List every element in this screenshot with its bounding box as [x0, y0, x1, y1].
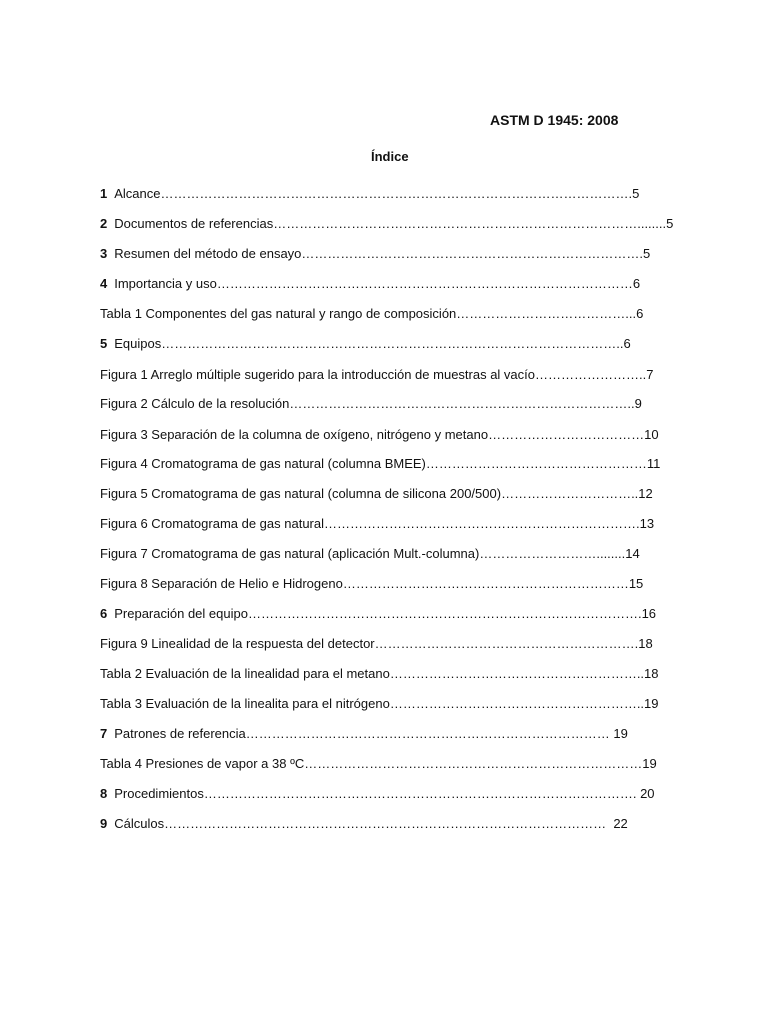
- toc-entry-title: Tabla 2 Evaluación de la linealidad para el metano: [100, 666, 390, 681]
- toc-entry: [100, 485, 653, 503]
- toc-entry-leader: …………………………………………………………………………: [245, 726, 614, 741]
- toc-entry-page: 6: [623, 336, 631, 351]
- toc-entry-page: 18: [644, 666, 659, 681]
- toc-entry: [100, 455, 660, 473]
- toc-entry-number: 9: [100, 816, 108, 831]
- toc-entry-leader: ……………………………………………: [425, 456, 647, 471]
- toc-entry-page: 20: [640, 786, 655, 801]
- toc-entry-title: Importancia y uso: [114, 276, 217, 291]
- toc-entry-leader: ……………………………………………………………………………….: [247, 606, 642, 621]
- toc-entry-page: 19: [642, 756, 657, 771]
- toc-entry: [100, 665, 659, 683]
- toc-entry: [100, 725, 628, 743]
- toc-entry-number: 7: [100, 726, 108, 741]
- toc-entry-title: Figura 4 Cromatograma de gas natural (columna BMEE): [100, 456, 426, 471]
- toc-entry-page: 5: [666, 216, 674, 231]
- toc-entry-title: Equipos: [114, 336, 162, 351]
- toc-entry-title: Figura 9 Linealidad de la respuesta del detector: [100, 636, 375, 651]
- toc-entry-leader: ………………………………: [488, 427, 645, 442]
- toc-entry: [100, 815, 628, 833]
- toc-entry-page: 19: [644, 696, 659, 711]
- toc-entry: [100, 215, 673, 233]
- toc-entry-page: 6: [632, 276, 641, 291]
- toc-entry-page: 11: [646, 456, 661, 471]
- toc-entry-title: Tabla 3 Evaluación de la linealita para el nitrógeno: [100, 696, 390, 711]
- toc-entry-page: 13: [639, 516, 655, 531]
- toc-entry: [100, 635, 653, 653]
- toc-entry-page: 12: [638, 486, 653, 501]
- toc-entry: [100, 785, 655, 803]
- toc-entry-title: Cálculos: [114, 816, 165, 831]
- toc-entry-page: 5: [643, 246, 651, 261]
- toc-entry: [100, 515, 654, 533]
- index-title: Índice: [371, 149, 409, 164]
- toc-entry-page: 10: [644, 427, 659, 442]
- document-code: ASTM D 1945: 2008: [490, 112, 619, 128]
- toc-entry: [100, 755, 657, 773]
- toc-entry-title: Figura 8 Separación de Helio e Hidrogeno: [100, 576, 343, 591]
- toc-entry-title: Figura 5 Cromatograma de gas natural (columna de silicona 200/500): [100, 486, 502, 501]
- toc-entry-leader: …………………………………………………..: [389, 696, 645, 711]
- toc-entry: [100, 275, 640, 293]
- toc-entry: [100, 695, 659, 713]
- toc-entry-title: Resumen del método de ensayo: [114, 246, 302, 261]
- toc-entry-leader: …………………………………………………..: [389, 666, 645, 681]
- toc-entry-leader: ……………………………………………………………….: [324, 516, 640, 531]
- toc-entry-page: 7: [646, 367, 654, 382]
- toc-entry-title: Procedimientos: [114, 786, 204, 801]
- toc-entry-page: 22: [613, 816, 628, 831]
- toc-entry-page: 6: [636, 306, 644, 321]
- toc-entry-title: Tabla 4 Presiones de vapor a 38 ºC: [100, 756, 305, 771]
- toc-entry-leader: ……………………………………………………………………………………: [216, 276, 633, 291]
- toc-entry-leader: …………………………………………………………………….: [301, 246, 644, 261]
- toc-entry-page: 16: [641, 606, 657, 621]
- toc-entry-title: Figura 7 Cromatograma de gas natural (aplicación Mult.-columna): [100, 546, 480, 561]
- toc-entry-title: Figura 1 Arreglo múltiple sugerido para la introducción de muestras al vacío: [100, 367, 536, 382]
- toc-entry: [100, 335, 631, 353]
- toc-entry-leader: ………………………........: [479, 546, 626, 561]
- toc-entry: [100, 395, 642, 413]
- toc-entry-leader: ……………………………………………………………………………………….: [203, 786, 641, 801]
- toc-entry-leader: ……………………………………………………………………: [304, 756, 643, 771]
- toc-entry: [100, 545, 640, 563]
- toc-entry-leader: ……………………..: [535, 367, 647, 382]
- toc-entry: [100, 366, 653, 384]
- toc-entry-leader: …………………………………………………………………………………………: [164, 816, 614, 831]
- toc-entry-page: 5: [632, 186, 640, 201]
- toc-entry-number: 6: [100, 606, 108, 621]
- toc-entry-page: 18: [638, 636, 653, 651]
- toc-entry-number: 4: [100, 276, 108, 291]
- toc-entry-title: Figura 2 Cálculo de la resolución: [100, 396, 290, 411]
- toc-entry-page: 9: [634, 396, 642, 411]
- toc-entry-leader: ……………………………………………………………………..: [289, 396, 635, 411]
- toc-entry-title: Preparación del equipo: [114, 606, 248, 621]
- toc-entry-page: 14: [625, 546, 640, 561]
- toc-entry-page: 19: [613, 726, 628, 741]
- toc-entry-title: Figura 3 Separación de la columna de oxígeno, nitrógeno y metano: [100, 427, 489, 442]
- toc-entry-leader: …………………………………………………………: [342, 576, 629, 591]
- toc-entry-leader: …………………………………………………….: [374, 636, 639, 651]
- toc-entry: [100, 305, 643, 323]
- toc-entry: [100, 575, 643, 593]
- toc-entry: [100, 426, 659, 444]
- toc-entry: [100, 185, 639, 203]
- toc-entry-leader: …………………………..: [501, 486, 639, 501]
- toc-entry-number: 8: [100, 786, 108, 801]
- toc-entry-title: Documentos de referencias: [114, 216, 274, 231]
- toc-entry-number: 5: [100, 336, 108, 351]
- toc-entry-leader: ……………………………………………………………………………………………..: [161, 336, 624, 351]
- toc-entry-title: Figura 6 Cromatograma de gas natural: [100, 516, 325, 531]
- toc-entry: [100, 245, 650, 263]
- toc-entry: [100, 605, 656, 623]
- toc-entry-leader: …………………………………………………………………………........: [273, 216, 667, 231]
- toc-entry-leader: …………………………………...: [456, 306, 637, 321]
- toc-entry-title: Patrones de referencia: [114, 726, 246, 741]
- toc-entry-number: 1: [100, 186, 108, 201]
- toc-entry-number: 2: [100, 216, 108, 231]
- toc-entry-title: Alcance: [114, 186, 161, 201]
- toc-entry-number: 3: [100, 246, 108, 261]
- toc-entry-leader: ……………………………………………………………………………………………….: [160, 186, 633, 201]
- toc-entry-page: 15: [628, 576, 644, 591]
- toc-entry-title: Tabla 1 Componentes del gas natural y rango de composición: [100, 306, 457, 321]
